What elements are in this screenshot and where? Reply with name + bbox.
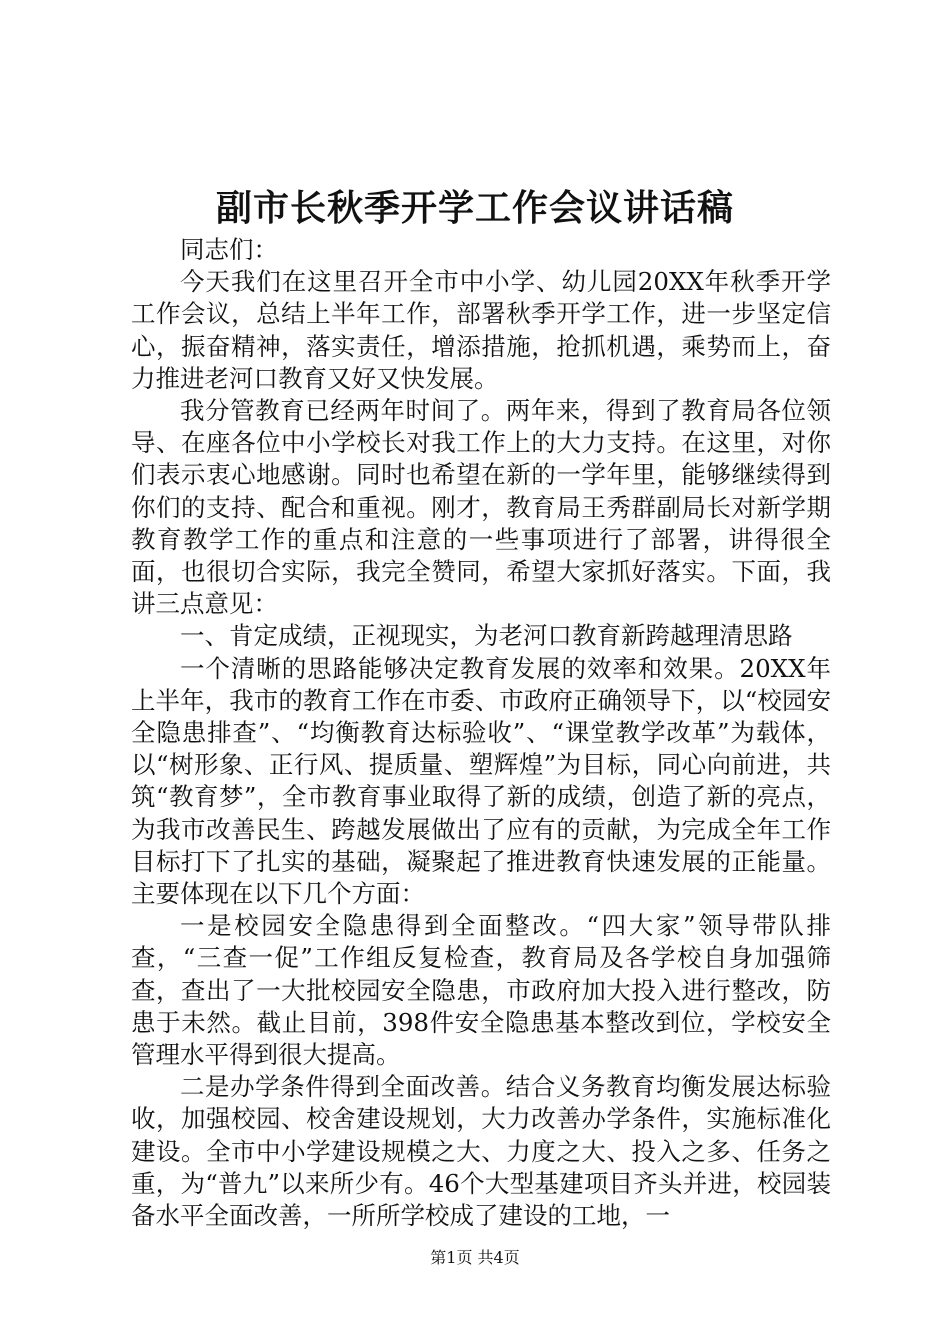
body-paragraph: 一个清晰的思路能够决定教育发展的效率和效果。20XX年上半年，我市的教育工作在市委、市政府正确领导下，以“校园安全隐患排查”、“均衡教育达标验收”、“课堂教学改革”为载体，以“树形象、正行风、提质量、塑辉煌”为目标，同心向前进，共筑“教育梦”，全市教育事业取得了新的成绩，创造了新的亮点，为我市改善民生、跨越发展做出了应有的贡献，为完成全年工作目标打下了扎实的基础，凝聚起了推进教育快速发展的正能量。主要体现在以下几个方面： [131,653,831,909]
body-paragraph: 一是校园安全隐患得到全面整改。“四大家”领导带队排查，“三查一促”工作组反复检查，教育局及各学校自身加强筛查，查出了一大批校园安全隐患，市政府加大投入进行整改，防患于未然。截止目前，398件安全隐患基本整改到位，学校安全管理水平得到很大提高。 [131,911,831,1070]
page-footer: 第1页 共4页 [430,1248,520,1267]
section-heading: 一、肯定成绩，正视现实，为老河口教育新跨越理清思路 [180,621,793,651]
document-title: 副市长秋季开学工作会议讲话稿 [215,187,734,229]
body-paragraph: 二是办学条件得到全面改善。结合义务教育均衡发展达标验收，加强校园、校舍建设规划，大力改善办学条件，实施标准化建设。全市中小学建设规模之大、力度之大、投入之多、任务之重，为“普九”以来所少有。46个大型基建项目齐头并进，校园装备水平全面改善，一所所学校成了建设的工地，一 [131,1072,831,1231]
document-body [131,234,831,1232]
salutation-paragraph: 同志们： [180,235,278,264]
body-paragraph: 我分管教育已经两年时间了。两年来，得到了教育局各位领导、在座各位中小学校长对我工作上的大力支持。在这里，对你们表示衷心地感谢。同时也希望在新的一学年里，能够继续得到你们的支持、配合和重视。刚才，教育局王秀群副局长对新学期教育教学工作的重点和注意的一些事项进行了部署，讲得很全面，也很切合实际，我完全赞同，希望大家抓好落实。下面，我讲三点意见： [131,396,831,619]
body-paragraph: 今天我们在这里召开全市中小学、幼儿园20XX年秋季开学工作会议，总结上半年工作，部署秋季开学工作，进一步坚定信心，振奋精神，落实责任，增添措施，抢抓机遇，乘势而上，奋力推进老河口教育又好又快发展。 [131,267,831,393]
